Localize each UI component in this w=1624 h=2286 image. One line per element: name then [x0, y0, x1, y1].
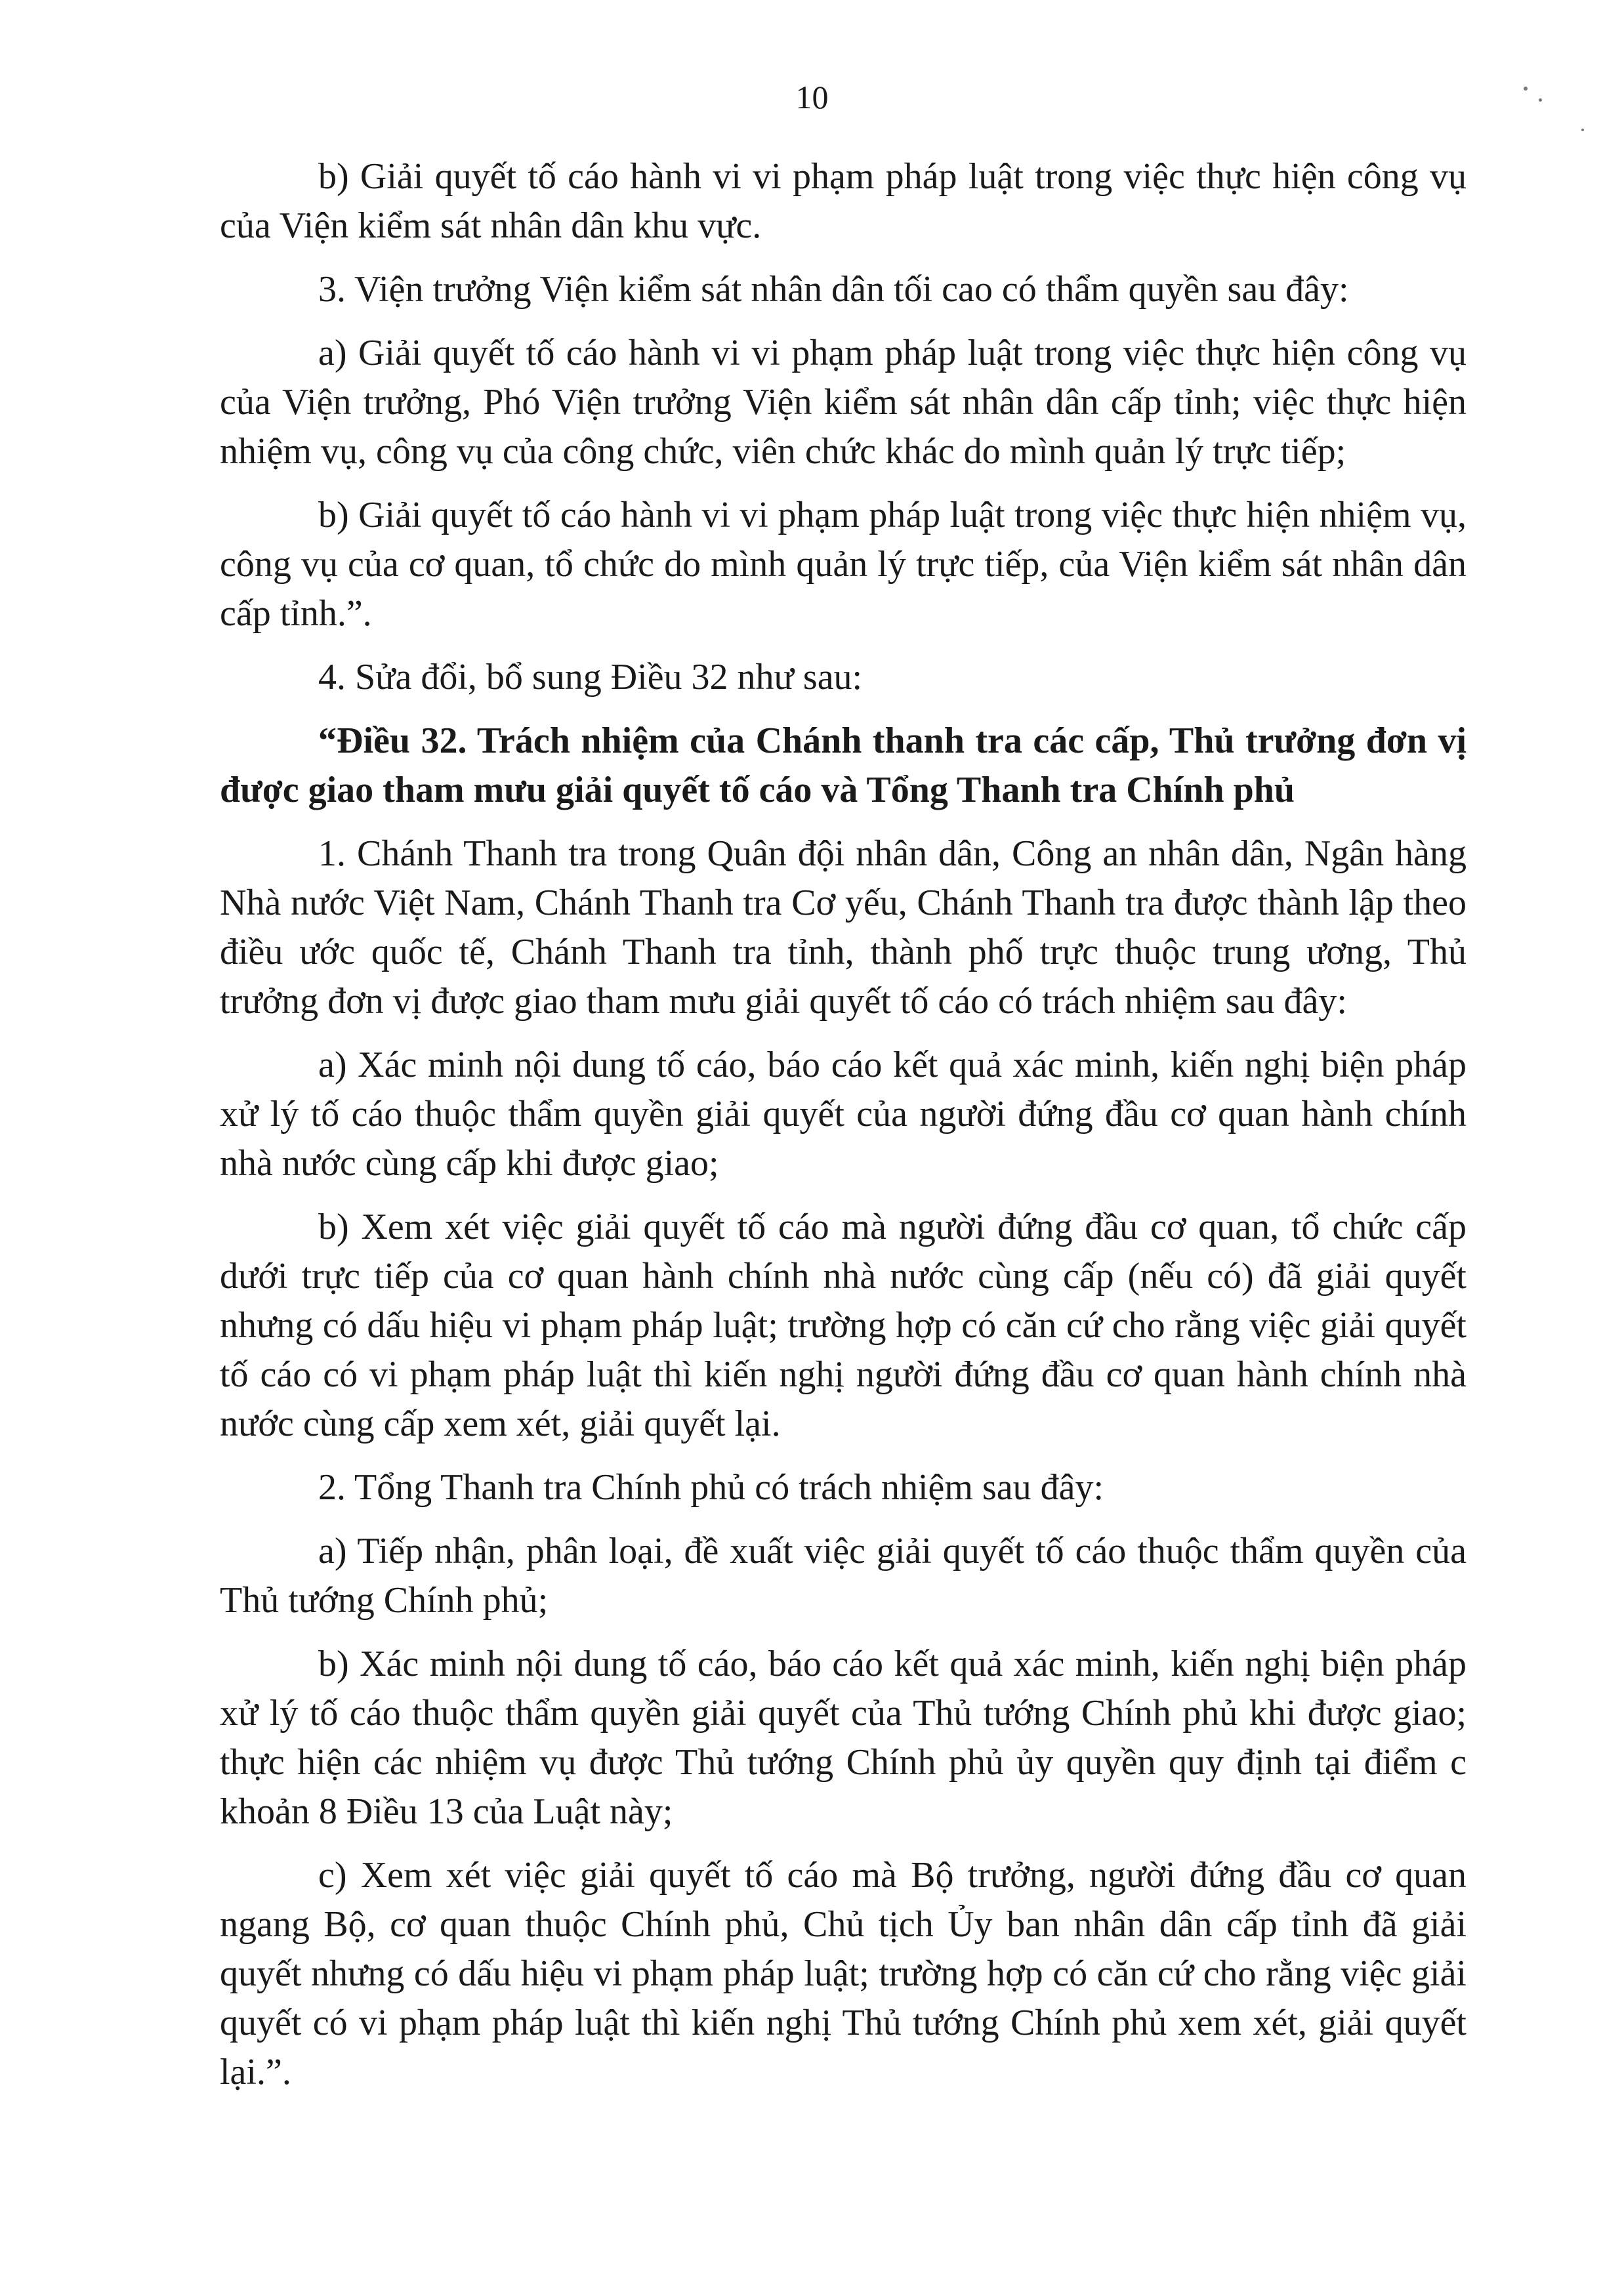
paragraph-clause-3: 3. Viện trưởng Viện kiểm sát nhân dân tối cao có thẩm quyền sau đây: [318, 269, 1349, 310]
article-32-clause-1: 1. Chánh Thanh tra trong Quân đội nhân dân, Công an nhân dân, Ngân hàng Nhà nước Việt Nam, Chánh Thanh tra Cơ yếu, Chánh Thanh tra được thành lập theo điều ước quốc tế, Chánh Thanh tra tỉnh, thành phố trực thuộc trung ương, Thủ trưởng đơn vị được giao tham mưu giải quyết tố cáo có trách nhiệm sau đây: [220, 833, 1467, 1022]
article-32-clause-2a: a) Tiếp nhận, phân loại, đề xuất việc giải quyết tố cáo thuộc thẩm quyền của Thủ tướng Chính phủ; [220, 1531, 1467, 1621]
page-number: 10 [795, 79, 829, 115]
paragraph-3a: a) Giải quyết tố cáo hành vi vi phạm pháp luật trong việc thực hiện công vụ của Viện trưởng, Phó Viện trưởng Viện kiểm sát nhân dân cấp tỉnh; việc thực hiện nhiệm vụ, công vụ của công chức, viên chức khác do mình quản lý trực tiếp; [220, 333, 1467, 472]
paragraph-amendment-4: 4. Sửa đổi, bổ sung Điều 32 như sau: [318, 657, 863, 697]
document-body [220, 152, 1467, 2097]
article-32-clause-2: 2. Tổng Thanh tra Chính phủ có trách nhiệm sau đây: [318, 1467, 1104, 1508]
scan-speck [1581, 129, 1584, 131]
article-32-clause-1a: a) Xác minh nội dung tố cáo, báo cáo kết quả xác minh, kiến nghị biện pháp xử lý tố cáo thuộc thẩm quyền giải quyết của người đứng đầu cơ quan hành chính nhà nước cùng cấp khi được giao; [220, 1045, 1467, 1184]
article-32-clause-2c: c) Xem xét việc giải quyết tố cáo mà Bộ trưởng, người đứng đầu cơ quan ngang Bộ, cơ quan thuộc Chính phủ, Chủ tịch Ủy ban nhân dân cấp tỉnh đã giải quyết nhưng có dấu hiệu vi phạm pháp luật; trường hợp có căn cứ cho rằng việc giải quyết có vi phạm pháp luật thì kiến nghị Thủ tướng Chính phủ xem xét, giải quyết lại.”. [220, 1855, 1467, 2092]
paragraph-2b: b) Giải quyết tố cáo hành vi vi phạm pháp luật trong việc thực hiện công vụ của Viện kiểm sát nhân dân khu vực. [220, 156, 1467, 246]
article-32-clause-1b: b) Xem xét việc giải quyết tố cáo mà người đứng đầu cơ quan, tổ chức cấp dưới trực tiếp của cơ quan hành chính nhà nước cùng cấp (nếu có) đã giải quyết nhưng có dấu hiệu vi phạm pháp luật; trường hợp có căn cứ cho rằng việc giải quyết tố cáo có vi phạm pháp luật thì kiến nghị người đứng đầu cơ quan hành chính nhà nước cùng cấp xem xét, giải quyết lại. [220, 1207, 1467, 1444]
article-32-heading: “Điều 32. Trách nhiệm của Chánh thanh tra các cấp, Thủ trưởng đơn vị được giao tham mưu giải quyết tố cáo và Tổng Thanh tra Chính phủ [220, 720, 1467, 810]
article-32-clause-2b: b) Xác minh nội dung tố cáo, báo cáo kết quả xác minh, kiến nghị biện pháp xử lý tố cáo thuộc thẩm quyền giải quyết của Thủ tướng Chính phủ khi được giao; thực hiện các nhiệm vụ được Thủ tướng Chính phủ ủy quyền quy định tại điểm c khoản 8 Điều 13 của Luật này; [220, 1644, 1467, 1832]
scan-speck [1539, 98, 1542, 102]
paragraph-3b: b) Giải quyết tố cáo hành vi vi phạm pháp luật trong việc thực hiện nhiệm vụ, công vụ của cơ quan, tổ chức do mình quản lý trực tiếp, của Viện kiểm sát nhân dân cấp tỉnh.”. [220, 495, 1467, 634]
scan-speck [1524, 87, 1528, 91]
